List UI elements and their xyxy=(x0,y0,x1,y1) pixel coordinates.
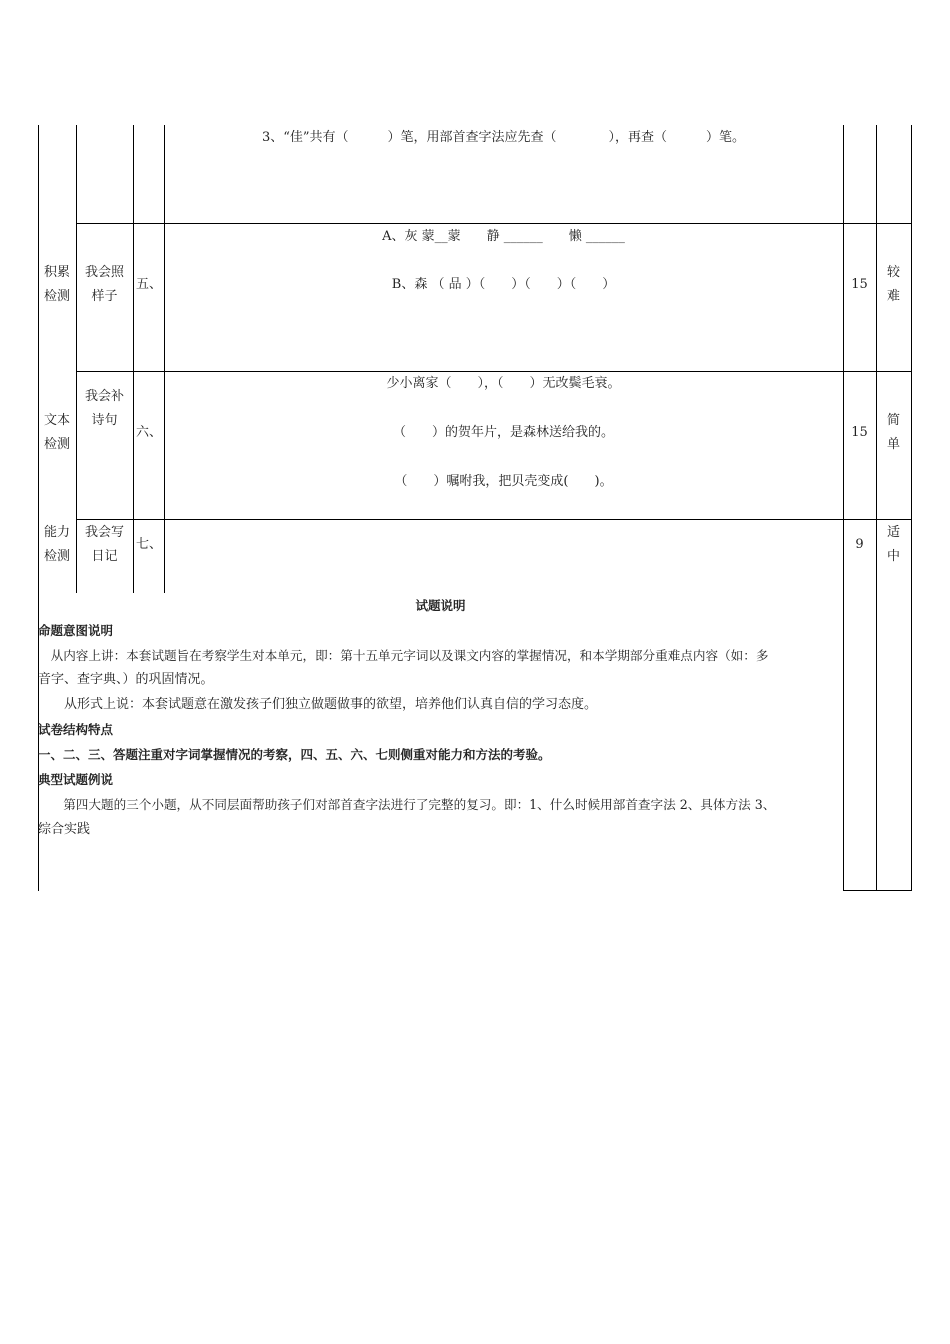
question-line: B、森 （ 品 ）（ ）（ ）（ ） xyxy=(391,277,616,292)
intent-heading: 命题意图说明 xyxy=(38,623,114,638)
row-divider-3 xyxy=(76,519,912,520)
score: 15 xyxy=(851,425,868,440)
question-line: A、灰 蒙__蒙 静 ______ 懒 ______ xyxy=(382,229,625,244)
example-heading: 典型试题例说 xyxy=(38,772,114,787)
difficulty-line-2: 中 xyxy=(886,549,900,564)
task-line-2: 样子 xyxy=(91,289,118,304)
category-line-1: 积累 xyxy=(43,265,70,280)
question-line: 少小离家（ ），（ ）无改鬓毛衰。 xyxy=(386,376,621,391)
intent-paragraph-line-2: 音字、查字典、）的巩固情况。 xyxy=(38,672,214,687)
intent-paragraph-2: 从形式上说：本套试题意在激发孩子们独立做题做事的欲望，培养他们认真自信的学习态度。 xyxy=(38,697,598,712)
col-divider-4 xyxy=(843,125,844,891)
question-number: 五、 xyxy=(136,277,163,292)
intent-paragraph-line-1: 从内容上讲：本套试题旨在考察学生对本单元，即：第十五单元字词以及课文内容的掌握情况，和本学期部分重难点内容（如：多 xyxy=(38,648,769,663)
structure-text: 一、二、三、答题注重对字词掌握情况的考察，四、五、六、七则侧重对能力和方法的考验。 xyxy=(38,747,551,762)
section-title: 试题说明 xyxy=(415,598,466,613)
right-border xyxy=(911,125,912,891)
structure-heading: 试卷结构特点 xyxy=(38,722,114,737)
category-line-2: 检测 xyxy=(43,289,70,304)
difficulty-line-1: 简 xyxy=(886,413,900,428)
category-line-1: 能力 xyxy=(43,525,70,540)
q3-text: 3、“佳”共有（ ）笔，用部首查字法应先查（ ），再查（ ）笔。 xyxy=(261,130,746,145)
category-line-2: 检测 xyxy=(43,549,70,564)
bottom-border xyxy=(843,890,912,891)
task-line-1: 我会补 xyxy=(84,389,124,404)
difficulty-line-2: 单 xyxy=(886,437,900,452)
score: 15 xyxy=(851,277,868,292)
row-divider-1 xyxy=(76,223,912,224)
task-line-1: 我会写 xyxy=(84,525,124,540)
example-paragraph-line-2: 综合实践 xyxy=(38,822,91,837)
example-paragraph-line-1: 第四大题的三个小题，从不同层面帮助孩子们对部首查字法进行了完整的复习。即：1、什么时候用部首查字法 2、具体方法 3、 xyxy=(38,797,776,812)
task-line-2: 日记 xyxy=(91,549,118,564)
difficulty-line-2: 难 xyxy=(886,289,900,304)
col-divider-5 xyxy=(876,125,877,891)
question-line: （ ）嘱咐我，把贝壳变成( )。 xyxy=(394,474,613,489)
task-line-1: 我会照 xyxy=(84,265,124,280)
difficulty-line-1: 较 xyxy=(886,265,900,280)
difficulty-line-1: 适 xyxy=(886,525,900,540)
question-number: 七、 xyxy=(136,537,163,552)
category-line-1: 文本 xyxy=(43,413,70,428)
task-line-2: 诗句 xyxy=(91,413,118,428)
question-number: 六、 xyxy=(136,425,163,440)
col-divider-3 xyxy=(164,125,165,593)
score: 9 xyxy=(855,537,864,552)
col-divider-2 xyxy=(133,125,134,593)
question-line: （ ）的贺年片，是森林送给我的。 xyxy=(392,425,614,440)
category-line-2: 检测 xyxy=(43,437,70,452)
